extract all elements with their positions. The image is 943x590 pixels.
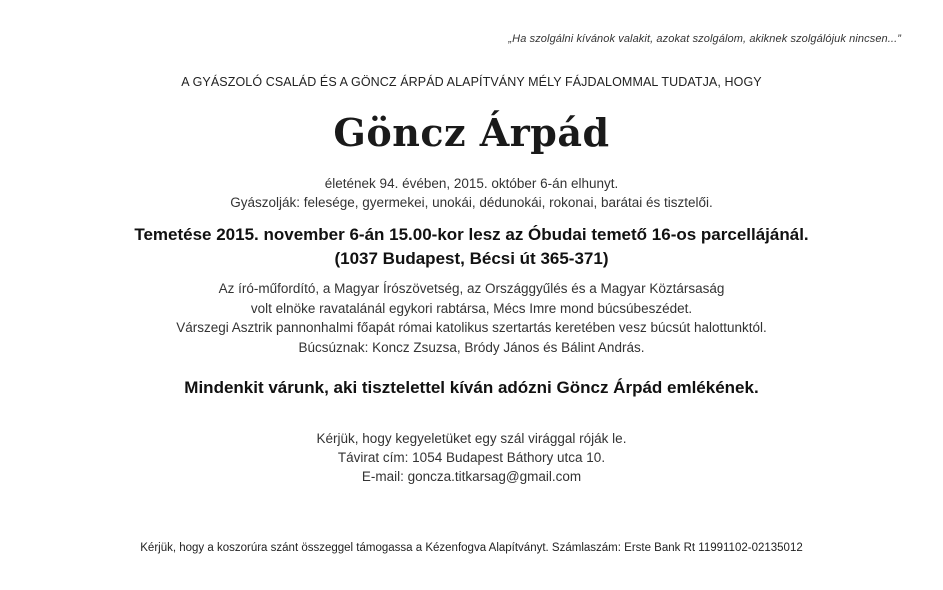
- mourners-line: Gyászolják: felesége, gyermekei, unokái, dédunokái, rokonai, barátai és tisztelői.: [230, 195, 713, 210]
- invitation-line: Mindenkit várunk, aki tisztelettel kíván adózni Göncz Árpád emlékének.: [184, 378, 759, 397]
- email-line: E-mail: goncza.titkarsag@gmail.com: [361, 469, 582, 484]
- donation-footer: Kérjük, hogy a koszorúra szánt összeggel támogassa a Kézenfogva Alapítványt. Számlaszám: Erste Bank Rt 11991102-02135012: [140, 542, 803, 554]
- death-details: [0, 174, 943, 212]
- ceremony-line-4: Búcsúznak: Koncz Zsuzsa, Bródy János és Bálint András.: [298, 339, 645, 355]
- telegram-address-line: Távirat cím: 1054 Budapest Báthory utca 10.: [337, 450, 606, 465]
- deceased-name: Göncz Árpád: [333, 110, 610, 155]
- death-date-line: életének 94. évében, 2015. október 6-án elhunyt.: [324, 176, 619, 191]
- flower-request-line: Kérjük, hogy kegyeletüket egy szál virággal róják le.: [316, 431, 627, 446]
- contact-details: [0, 429, 943, 486]
- ceremony-line-2: volt elnöke ravatalánál egykori rabtársa, Mécs Imre mond búcsúbeszédet.: [250, 300, 693, 316]
- ceremony-line-3: Várszegi Asztrik pannonhalmi főapát római katolikus szertartás keretében vesz búcsút halottunktól.: [176, 320, 767, 335]
- funeral-address-line: (1037 Budapest, Bécsi út 365-371): [334, 249, 609, 268]
- announcement-heading: A GYÁSZOLÓ CSALÁD ÉS A GÖNCZ ÁRPÁD ALAPÍTVÁNY MÉLY FÁJDALOMMAL TUDATJA, HOGY: [181, 75, 762, 89]
- motto-quote: „Ha szolgálni kívánok valakit, azokat szolgálom, akiknek szolgálójuk nincsen...”: [508, 33, 901, 45]
- ceremony-details: [0, 279, 943, 357]
- funeral-details: [0, 223, 943, 271]
- funeral-time-line: Temetése 2015. november 6-án 15.00-kor lesz az Óbudai temető 16-os parcellájánál.: [134, 225, 809, 244]
- ceremony-line-1: Az író-műfordító, a Magyar Írószövetség, az Országgyűlés és a Magyar Köztársaság: [218, 281, 725, 296]
